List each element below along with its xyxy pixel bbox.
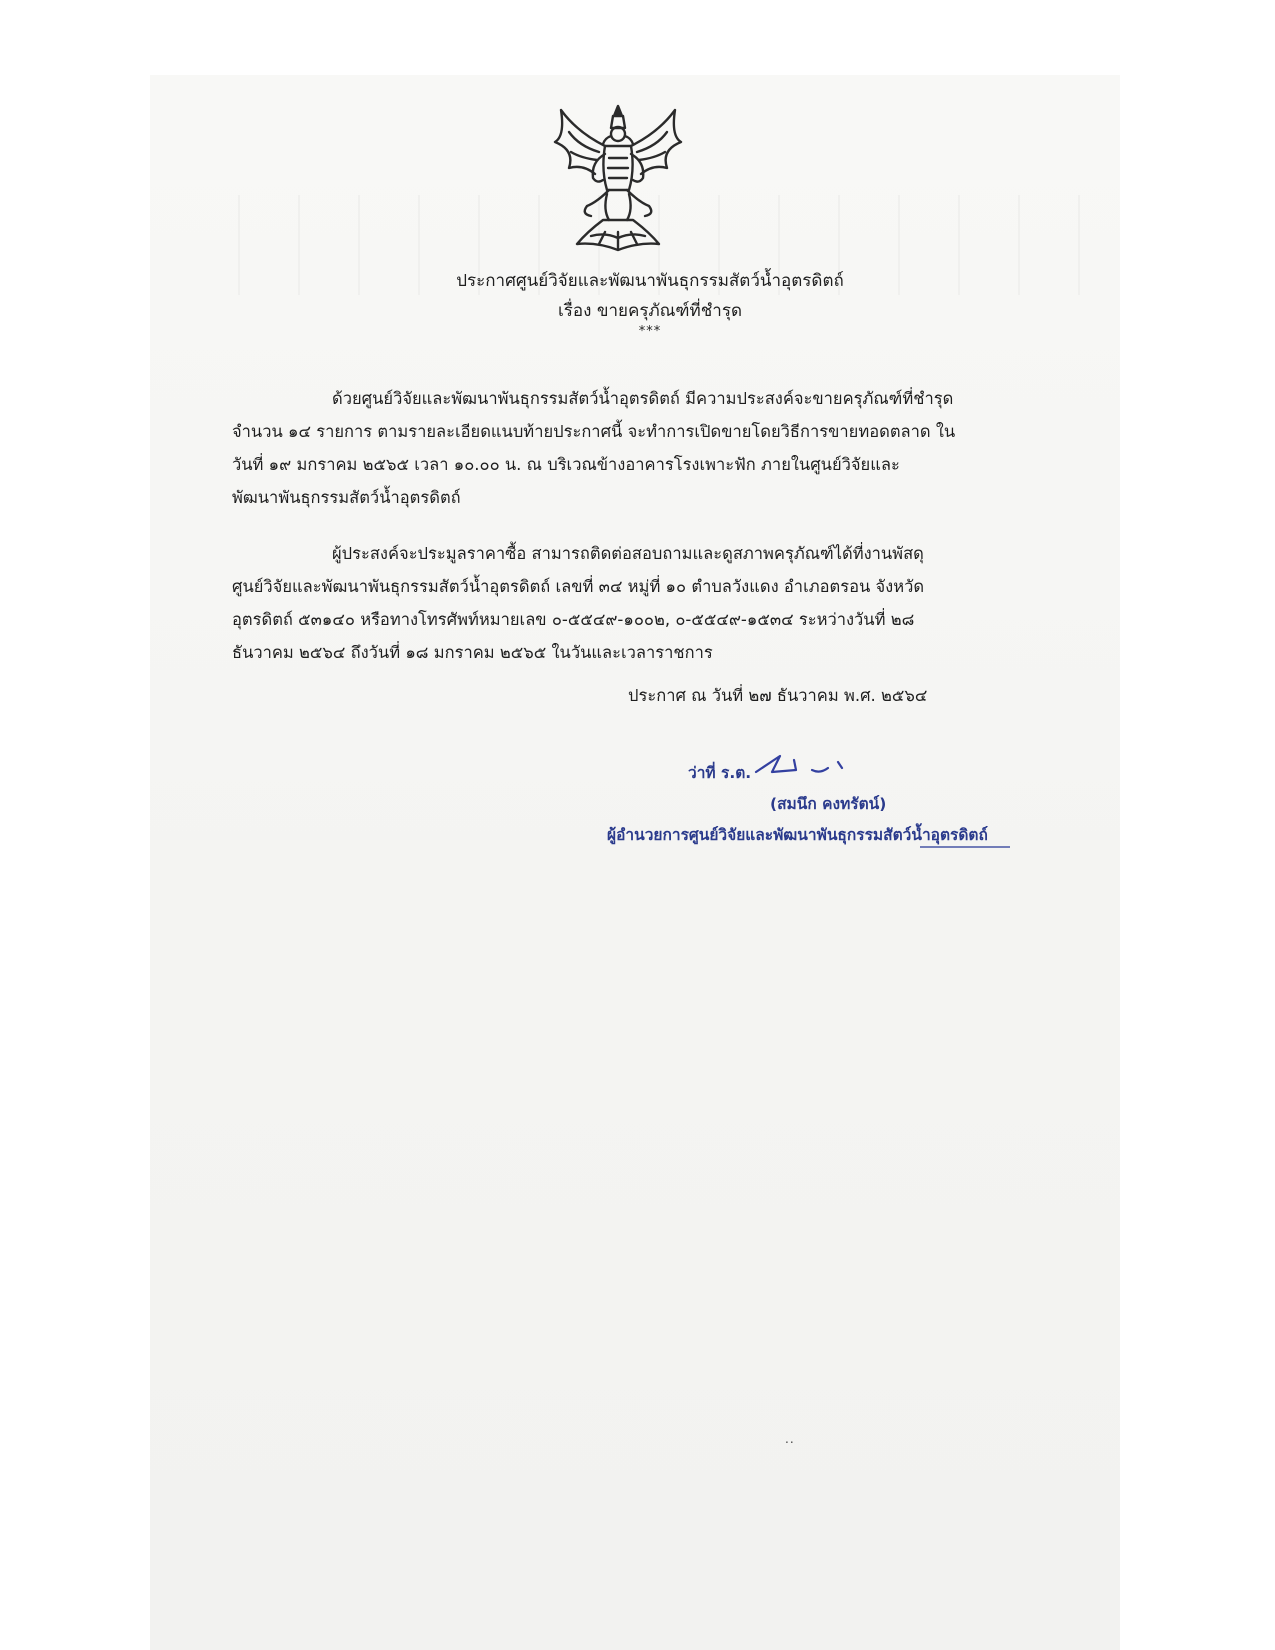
signatory-position: ผู้อำนวยการศูนย์วิจัยและพัฒนาพันธุกรรมสัตว์น้ำอุตรดิตถ์ [607,826,988,844]
paragraph-sale-notice [232,382,1032,514]
paragraph-line: พัฒนาพันธุกรรมสัตว์น้ำอุตรดิตถ์ [232,488,461,507]
paragraph-contact-info [232,537,1032,669]
garuda-emblem-icon [547,102,689,254]
paragraph-line: ธันวาคม ๒๕๖๔ ถึงวันที่ ๑๘ มกราคม ๒๕๖๕ ในวันและเวลาราชการ [232,643,713,662]
announcement-date: ประกาศ ณ วันที่ ๒๗ ธันวาคม พ.ศ. ๒๕๖๔ [628,686,928,705]
handwritten-signature-icon [750,748,850,780]
announcement-title: ประกาศศูนย์วิจัยและพัฒนาพันธุกรรมสัตว์น้ำอุตรดิตถ์ [456,271,844,291]
signature-underline [920,846,1010,848]
paragraph-line: วันที่ ๑๙ มกราคม ๒๕๖๕ เวลา ๑๐.๐๐ น. ณ บริเวณข้างอาคารโรงเพาะฟัก ภายในศูนย์วิจัยและ [232,455,900,474]
paragraph-line: จำนวน ๑๔ รายการ ตามรายละเอียดแนบท้ายประกาศนี้ จะทำการเปิดขายโดยวิธีการขายทอดตลาด ใน [232,422,956,441]
announcement-header [300,266,1000,338]
paragraph-line: ด้วยศูนย์วิจัยและพัฒนาพันธุกรรมสัตว์น้ำอุตรดิตถ์ มีความประสงค์จะขายครุภัณฑ์ที่ชำรุด [332,389,954,408]
announcement-subject: เรื่อง ขายครุภัณฑ์ที่ชำรุด [557,301,743,321]
paragraph-line: ผู้ประสงค์จะประมูลราคาซื้อ สามารถติดต่อสอบถามและดูสภาพครุภัณฑ์ได้ที่งานพัสดุ [332,544,924,563]
separator-stars: *** [638,324,662,339]
footer-mark: .. [785,1432,795,1446]
paragraph-line: อุตรดิตถ์ ๕๓๑๔๐ หรือทางโทรศัพท์หมายเลข ๐-๕๕๔๙-๑๐๐๒, ๐-๕๕๔๙-๑๕๓๔ ระหว่างวันที่ ๒๘ [232,610,915,629]
signatory-rank: ว่าที่ ร.ต. [688,764,752,782]
signatory-name: (สมนึก คงทรัตน์) [770,795,887,813]
paragraph-line: ศูนย์วิจัยและพัฒนาพันธุกรรมสัตว์น้ำอุตรดิตถ์ เลขที่ ๓๔ หมู่ที่ ๑๐ ตำบลวังแดง อำเภอตรอน จังหวัด [232,577,925,596]
